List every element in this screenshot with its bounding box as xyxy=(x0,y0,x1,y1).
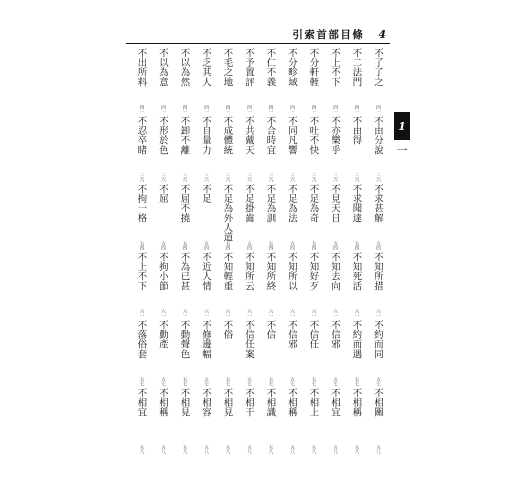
entry-page-number: 五四 xyxy=(332,240,338,250)
index-entry xyxy=(324,115,346,183)
entry-page-number: 五七 xyxy=(289,376,295,386)
entry-phrase: 不足為外人道 xyxy=(221,184,233,243)
entry-phrase: 不合時宜 xyxy=(264,116,276,155)
entry-page-number: 五八 xyxy=(225,444,231,454)
entry-page-number: 四一 xyxy=(225,104,231,114)
entry-phrase: 不動產 xyxy=(156,320,168,350)
entry-page-number: 五四 xyxy=(354,240,360,250)
index-entry xyxy=(324,183,346,251)
entry-phrase: 不相宜 xyxy=(135,388,147,418)
entry-page-number: 六一 xyxy=(182,308,188,318)
entry-phrase: 不相宜 xyxy=(328,388,340,418)
entry-phrase: 不相識 xyxy=(264,388,276,418)
index-entry xyxy=(216,251,238,319)
entry-phrase: 不上不下 xyxy=(328,48,340,87)
entry-page-number: 五八 xyxy=(289,444,295,454)
entry-page-number: 五八 xyxy=(160,444,166,454)
index-entry xyxy=(216,319,238,387)
entry-page-number: 四一 xyxy=(268,104,274,114)
entry-page-number: 四一 xyxy=(182,104,188,114)
entry-page-number: 三六 xyxy=(182,172,188,182)
entry-page-number: 五八 xyxy=(268,444,274,454)
entry-phrase: 不分畛域 xyxy=(285,48,297,87)
index-entry xyxy=(152,183,174,251)
index-entry xyxy=(195,387,217,455)
index-entry xyxy=(324,47,346,115)
entry-page-number: 三六 xyxy=(203,172,209,182)
entry-page-number: 三六 xyxy=(311,172,317,182)
entry-phrase: 不約而同 xyxy=(371,320,383,359)
thumb-index-tab[interactable]: 1 xyxy=(394,112,410,140)
entry-page-number: 五四 xyxy=(311,240,317,250)
entry-phrase: 不相上 xyxy=(307,388,319,418)
entry-phrase: 不吐不快 xyxy=(307,116,319,155)
entry-phrase: 不二法門 xyxy=(350,48,362,87)
index-entry xyxy=(130,387,152,455)
entry-phrase: 不仁不義 xyxy=(264,48,276,87)
entry-page-number: 三六 xyxy=(289,172,295,182)
index-entry xyxy=(173,183,195,251)
entry-page-number: 五四 xyxy=(246,240,252,250)
entry-page-number: 五八 xyxy=(354,444,360,454)
index-entry xyxy=(195,183,217,251)
index-entry xyxy=(345,47,367,115)
index-entry xyxy=(345,319,367,387)
index-entry xyxy=(281,115,303,183)
entry-phrase: 不求甚解 xyxy=(371,184,383,223)
entry-phrase: 不成體統 xyxy=(221,116,233,155)
entry-phrase: 不自量力 xyxy=(199,116,211,155)
running-header xyxy=(292,27,386,41)
entry-page-number: 五七 xyxy=(160,376,166,386)
entry-page-number: 四一 xyxy=(139,104,145,114)
index-entry xyxy=(173,387,195,455)
index-entry xyxy=(281,387,303,455)
index-entry xyxy=(302,183,324,251)
running-title: 引索首部目條 xyxy=(292,28,365,41)
entry-page-number: 五四 xyxy=(203,240,209,250)
entry-phrase: 不相關 xyxy=(371,388,383,418)
entry-phrase: 不落俗套 xyxy=(135,320,147,359)
entry-phrase: 不足掛齒 xyxy=(242,184,254,223)
entry-page-number: 六一 xyxy=(375,308,381,318)
entry-page-number: 五七 xyxy=(182,376,188,386)
entry-page-number: 三六 xyxy=(160,172,166,182)
index-entry xyxy=(238,47,260,115)
index-entry xyxy=(173,115,195,183)
index-entry xyxy=(195,251,217,319)
index-entry xyxy=(259,183,281,251)
entry-page-number: 五七 xyxy=(311,376,317,386)
index-entry xyxy=(259,251,281,319)
entry-phrase: 不形於色 xyxy=(156,116,168,155)
index-entry xyxy=(302,115,324,183)
entry-page-number: 五七 xyxy=(268,376,274,386)
entry-page-number: 五四 xyxy=(160,240,166,250)
entry-phrase: 不信邪 xyxy=(285,320,297,350)
index-entry xyxy=(345,387,367,455)
entry-phrase: 不予置評 xyxy=(242,48,254,87)
index-entry xyxy=(345,115,367,183)
entry-phrase: 不知去向 xyxy=(328,252,340,291)
entry-phrase: 不屈 xyxy=(156,184,168,204)
entry-page-number: 三六 xyxy=(354,172,360,182)
entry-phrase: 不修邊幅 xyxy=(199,320,211,359)
entry-phrase: 不知所以 xyxy=(285,252,297,291)
entry-page-number: 五四 xyxy=(289,240,295,250)
index-entry xyxy=(324,387,346,455)
entry-phrase: 不足為訓 xyxy=(264,184,276,223)
entry-phrase: 不信邪 xyxy=(328,320,340,350)
entry-page-number: 五八 xyxy=(311,444,317,454)
index-entry xyxy=(130,47,152,115)
index-entry xyxy=(216,115,238,183)
index-entry xyxy=(238,183,260,251)
entry-page-number: 六一 xyxy=(160,308,166,318)
entry-phrase: 不拘小節 xyxy=(156,252,168,291)
entry-page-number: 五四 xyxy=(268,240,274,250)
entry-phrase: 不相稱 xyxy=(285,388,297,418)
index-entry xyxy=(302,319,324,387)
entry-phrase: 不足為法 xyxy=(285,184,297,223)
entry-phrase: 不信任 xyxy=(307,320,319,350)
index-entry xyxy=(173,319,195,387)
entry-phrase: 不乏其人 xyxy=(199,48,211,87)
entry-page-number: 五四 xyxy=(139,240,145,250)
entry-page-number: 五八 xyxy=(246,444,252,454)
index-entry xyxy=(130,251,152,319)
entry-phrase: 不上不下 xyxy=(135,252,147,291)
entry-page-number: 五七 xyxy=(225,376,231,386)
entry-page-number: 五八 xyxy=(332,444,338,454)
entry-page-number: 四一 xyxy=(311,104,317,114)
entry-page-number: 六一 xyxy=(332,308,338,318)
entry-page-number: 六一 xyxy=(203,308,209,318)
index-entry xyxy=(152,115,174,183)
entry-phrase: 不出所料 xyxy=(135,48,147,87)
entry-page-number: 三六 xyxy=(268,172,274,182)
entry-page-number: 三六 xyxy=(332,172,338,182)
entry-page-number: 六一 xyxy=(225,308,231,318)
index-entry xyxy=(367,183,389,251)
entry-phrase: 不知所措 xyxy=(371,252,383,291)
index-entry xyxy=(216,47,238,115)
entry-page-number: 五四 xyxy=(182,240,188,250)
entry-phrase: 不相干 xyxy=(242,388,254,418)
index-entry xyxy=(130,115,152,183)
index-entry xyxy=(324,251,346,319)
index-entry xyxy=(259,319,281,387)
index-entry xyxy=(367,251,389,319)
entry-phrase: 不相稱 xyxy=(350,388,362,418)
index-entry xyxy=(216,183,238,251)
entry-phrase: 不知輕重 xyxy=(221,252,233,291)
index-entry xyxy=(259,387,281,455)
entry-phrase: 不動聲色 xyxy=(178,320,190,359)
index-entry xyxy=(367,47,389,115)
entry-page-number: 三六 xyxy=(139,172,145,182)
index-entry xyxy=(259,115,281,183)
index-entry xyxy=(152,387,174,455)
entry-phrase: 不毛之地 xyxy=(221,48,233,87)
index-entry xyxy=(238,115,260,183)
entry-page-number: 四一 xyxy=(246,104,252,114)
entry-phrase: 不見天日 xyxy=(328,184,340,223)
entry-phrase: 不知好歹 xyxy=(307,252,319,291)
index-entry xyxy=(195,115,217,183)
entry-page-number: 六一 xyxy=(139,308,145,318)
index-entry xyxy=(302,47,324,115)
dictionary-page xyxy=(126,0,390,500)
entry-phrase: 不相稱 xyxy=(156,388,168,418)
entry-page-number: 五七 xyxy=(332,376,338,386)
entry-phrase: 不信任案 xyxy=(242,320,254,359)
page-folio: 4 xyxy=(378,27,386,41)
entry-phrase: 不俗 xyxy=(221,320,233,340)
entry-phrase: 不分軒輊 xyxy=(307,48,319,87)
entry-page-number: 四一 xyxy=(332,104,338,114)
entry-phrase: 不為已甚 xyxy=(178,252,190,291)
entry-page-number: 六一 xyxy=(289,308,295,318)
index-entry xyxy=(367,319,389,387)
entry-phrase: 不由分說 xyxy=(371,116,383,155)
entry-page-number: 五七 xyxy=(375,376,381,386)
entry-page-number: 六一 xyxy=(311,308,317,318)
entry-phrase: 不足 xyxy=(199,184,211,204)
entry-page-number: 五四 xyxy=(225,240,231,250)
entry-phrase: 不亦樂乎 xyxy=(328,116,340,155)
entry-page-number: 四一 xyxy=(160,104,166,114)
header-rule xyxy=(126,43,390,44)
entry-page-number: 四一 xyxy=(375,104,381,114)
index-entry xyxy=(173,251,195,319)
index-entry xyxy=(302,387,324,455)
entry-page-number: 五七 xyxy=(203,376,209,386)
index-entry xyxy=(195,47,217,115)
entry-page-number: 五七 xyxy=(246,376,252,386)
entry-phrase: 不屈不撓 xyxy=(178,184,190,223)
entry-phrase: 不相容 xyxy=(199,388,211,418)
entry-page-number: 四一 xyxy=(289,104,295,114)
entry-phrase: 不求聞達 xyxy=(350,184,362,223)
entry-phrase: 不共戴天 xyxy=(242,116,254,155)
index-entry xyxy=(238,387,260,455)
entry-phrase: 不忍卒睹 xyxy=(135,116,147,155)
index-entry xyxy=(281,47,303,115)
entry-page-number: 四一 xyxy=(203,104,209,114)
entry-page-number: 五七 xyxy=(354,376,360,386)
entry-phrase: 不卸不離 xyxy=(178,116,190,155)
thumb-index-label: 一 xyxy=(396,144,408,157)
entry-phrase: 不同凡響 xyxy=(285,116,297,155)
index-entry xyxy=(281,319,303,387)
entry-page-number: 三六 xyxy=(246,172,252,182)
index-entry xyxy=(130,183,152,251)
index-entry xyxy=(345,183,367,251)
index-entry xyxy=(238,319,260,387)
entry-phrase: 不由得 xyxy=(350,116,362,146)
entry-phrase: 不足為奇 xyxy=(307,184,319,223)
index-entry xyxy=(152,319,174,387)
entry-phrase: 不相見 xyxy=(221,388,233,418)
index-entry xyxy=(216,387,238,455)
index-entry xyxy=(195,319,217,387)
entry-phrase: 不拘一格 xyxy=(135,184,147,223)
entry-page-number: 五八 xyxy=(203,444,209,454)
index-entry xyxy=(152,47,174,115)
index-entry xyxy=(281,251,303,319)
entry-page-number: 五八 xyxy=(139,444,145,454)
entry-phrase: 不以為意 xyxy=(156,48,168,87)
index-entry xyxy=(259,47,281,115)
entry-page-number: 五八 xyxy=(182,444,188,454)
entry-phrase: 不約而遇 xyxy=(350,320,362,359)
index-entry xyxy=(302,251,324,319)
entry-page-number: 五八 xyxy=(375,444,381,454)
entry-phrase: 不以為然 xyxy=(178,48,190,87)
entry-index-grid xyxy=(130,47,388,455)
index-entry xyxy=(130,319,152,387)
entry-phrase: 不知所云 xyxy=(242,252,254,291)
index-entry xyxy=(173,47,195,115)
entry-phrase: 不了了之 xyxy=(371,48,383,87)
entry-page-number: 三六 xyxy=(375,172,381,182)
index-entry xyxy=(345,251,367,319)
entry-phrase: 不知所終 xyxy=(264,252,276,291)
entry-page-number: 六一 xyxy=(268,308,274,318)
index-entry xyxy=(152,251,174,319)
entry-phrase: 不相見 xyxy=(178,388,190,418)
index-entry xyxy=(324,319,346,387)
entry-phrase: 不信 xyxy=(264,320,276,340)
index-entry xyxy=(367,387,389,455)
entry-page-number: 六一 xyxy=(246,308,252,318)
index-entry xyxy=(367,115,389,183)
entry-page-number: 三六 xyxy=(225,172,231,182)
entry-page-number: 四一 xyxy=(354,104,360,114)
entry-phrase: 不知死活 xyxy=(350,252,362,291)
entry-phrase: 不近人情 xyxy=(199,252,211,291)
index-entry xyxy=(281,183,303,251)
entry-page-number: 五四 xyxy=(375,240,381,250)
entry-page-number: 五七 xyxy=(139,376,145,386)
entry-page-number: 六一 xyxy=(354,308,360,318)
index-entry xyxy=(238,251,260,319)
